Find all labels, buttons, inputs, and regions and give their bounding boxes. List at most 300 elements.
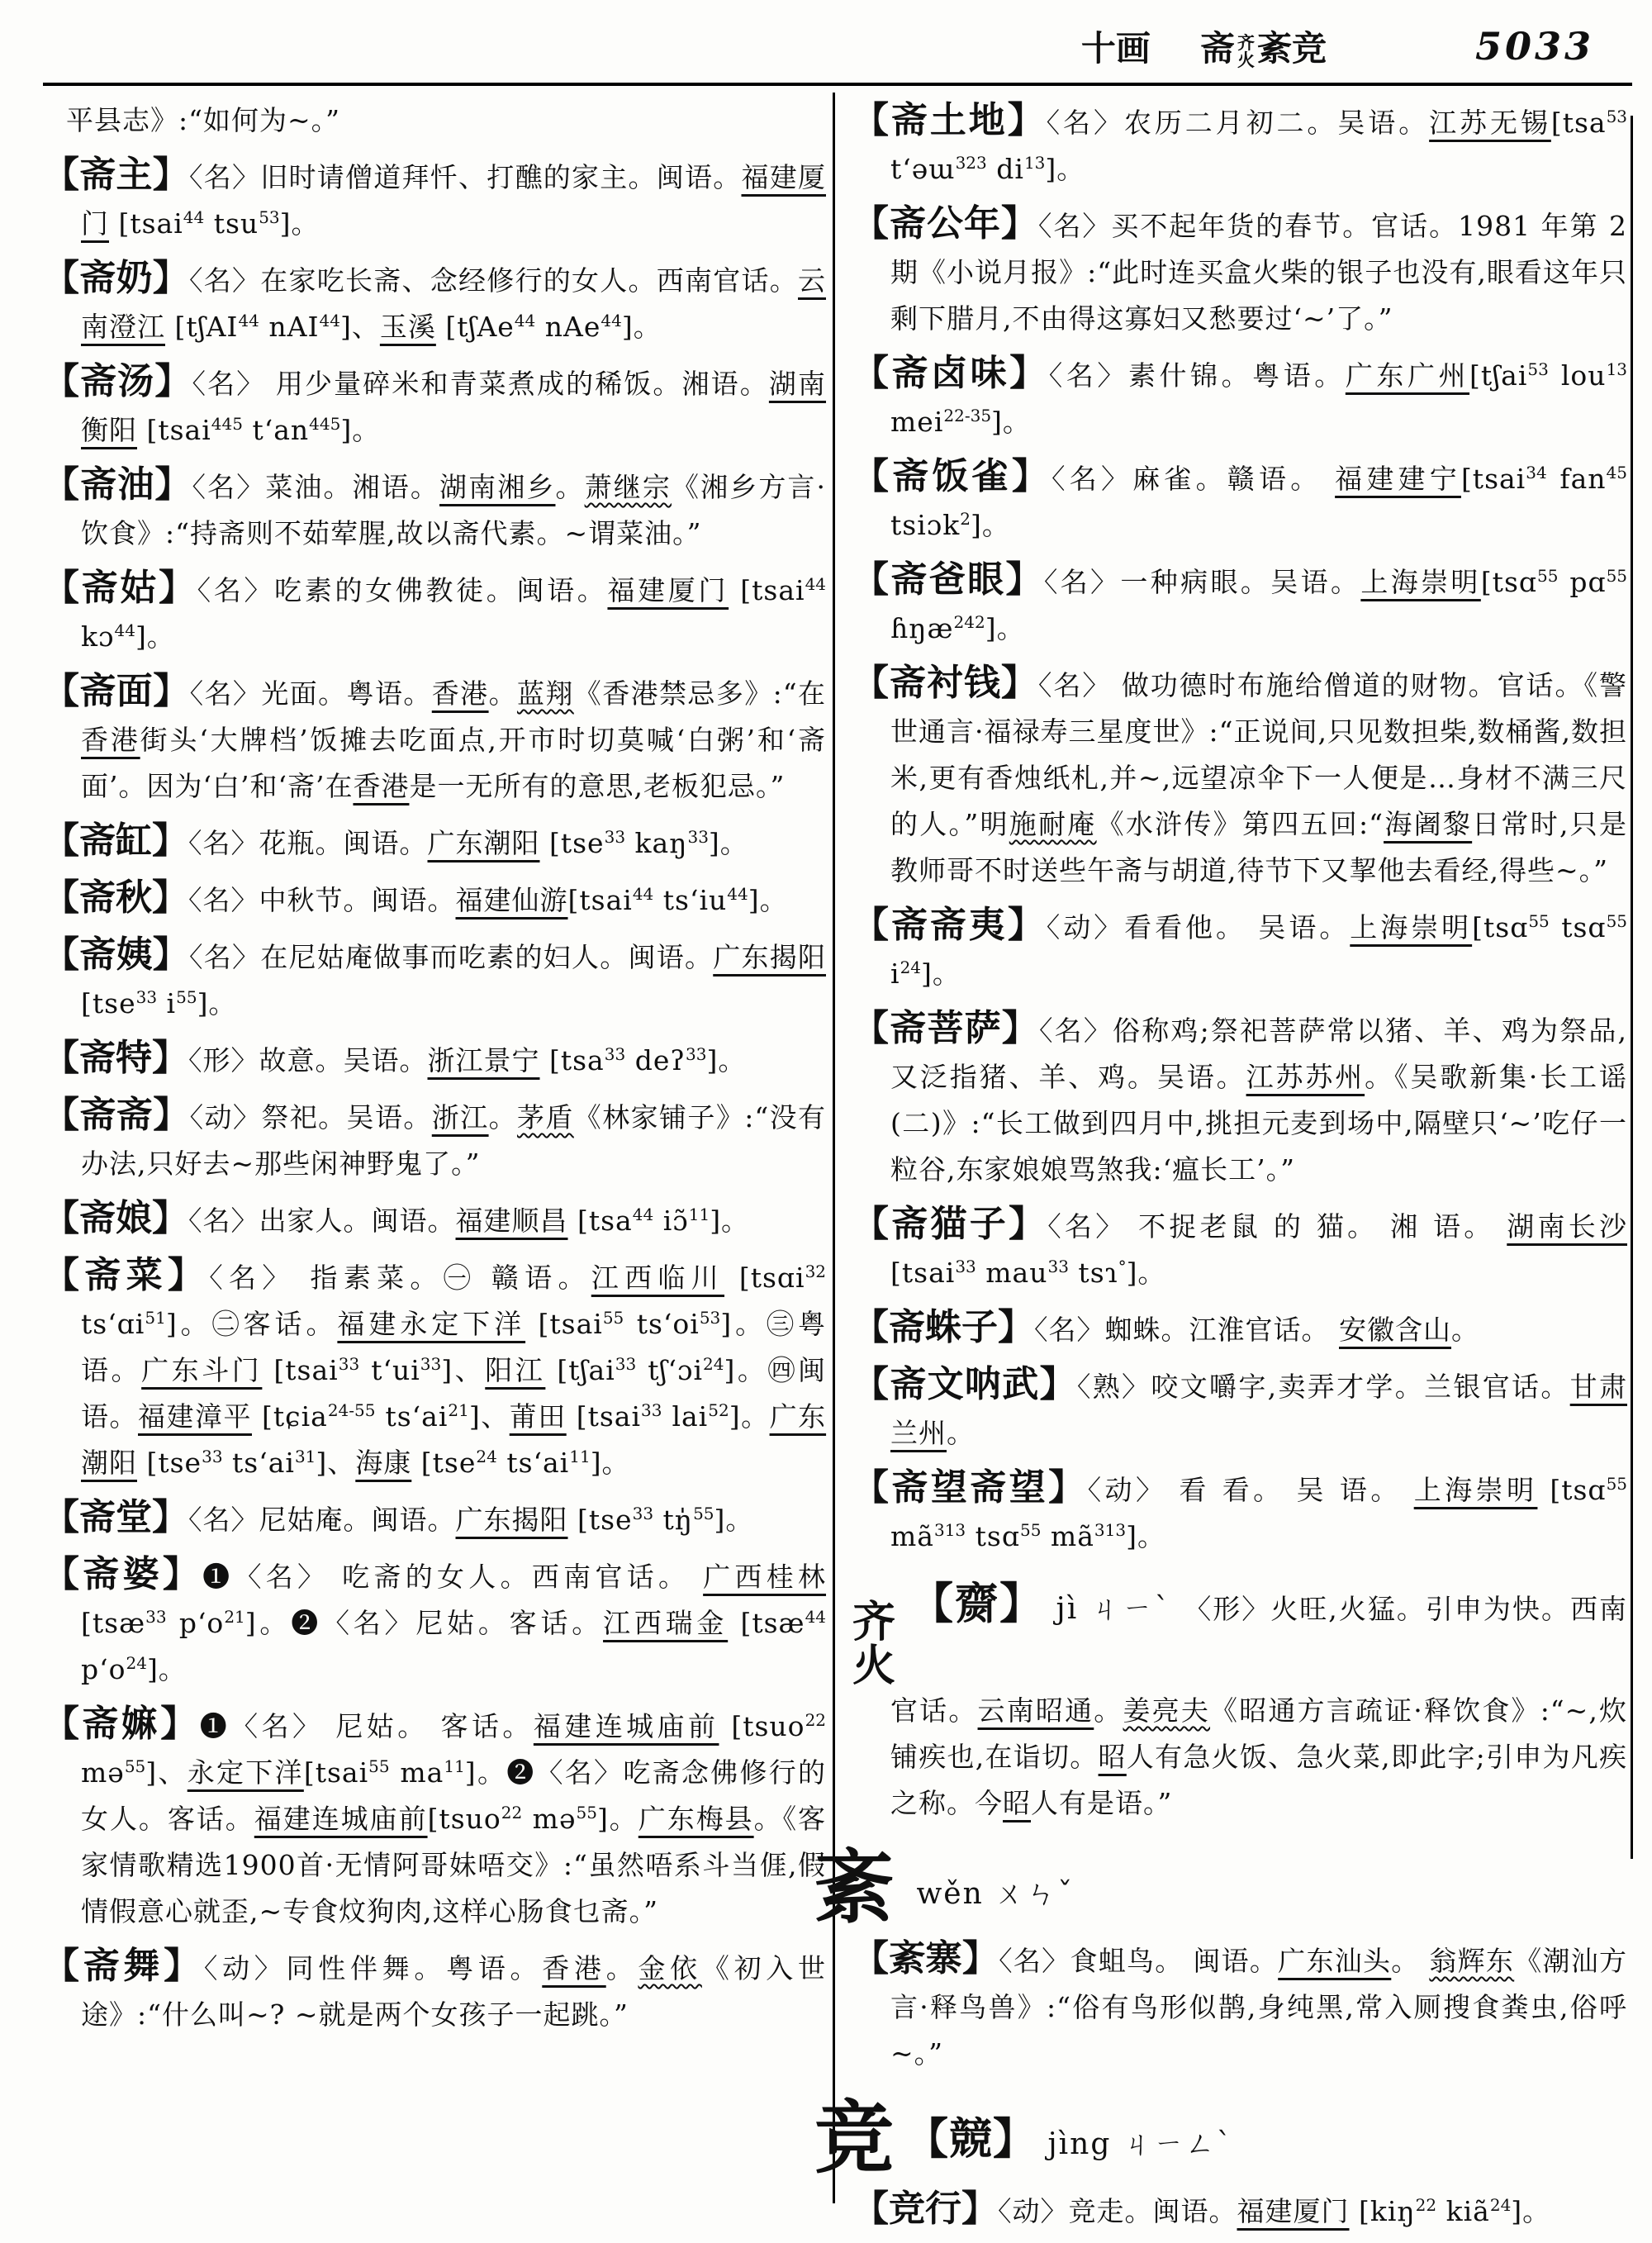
seg-text: ]。 xyxy=(621,311,662,343)
seg-u: 上海崇明 xyxy=(1350,911,1473,943)
stack-component: 火 xyxy=(1237,50,1255,70)
seg-text: ❶〈名〉 尼姑。 客话。 xyxy=(199,1710,534,1742)
dict-entry xyxy=(43,359,826,454)
seg-text: 〈名〉尼姑庵。闽语。 xyxy=(188,1504,456,1536)
seg-sup: 24 xyxy=(703,1354,724,1374)
header-rule xyxy=(43,83,1632,86)
stacked-character xyxy=(852,1597,897,1692)
seg-wu: 姜亮夫 xyxy=(1123,1694,1211,1727)
seg-text: fan xyxy=(1546,463,1607,495)
seg-text: ]。 xyxy=(596,1803,638,1835)
seg-text: [tse xyxy=(81,987,136,1019)
seg-sup: 33 xyxy=(604,1044,626,1064)
seg-text: ]。 xyxy=(1045,153,1085,185)
seg-sup: 445 xyxy=(211,414,243,434)
seg-sup: 24 xyxy=(126,1653,147,1673)
seg-text: 。 xyxy=(605,1952,638,1984)
seg-u: 永定下洋 xyxy=(187,1756,304,1789)
seg-sup: 55 xyxy=(576,1803,597,1822)
seg-u: 海康 xyxy=(355,1447,412,1479)
seg-sup: 55 xyxy=(124,1756,146,1776)
seg-u: 广东揭阳 xyxy=(455,1504,568,1536)
seg-text: ]、 xyxy=(316,1447,356,1479)
seg-text: [tɕia xyxy=(251,1400,328,1433)
seg-u: 上海崇明 xyxy=(1413,1474,1538,1506)
seg-u: 广东广州 xyxy=(1345,359,1470,392)
seg-wu: 金依 xyxy=(638,1952,702,1984)
seg-text: ]、 xyxy=(339,311,380,343)
seg-sup: 44 xyxy=(114,620,135,640)
seg-sup: 22 xyxy=(501,1803,523,1822)
seg-wu: 萧继宗 xyxy=(584,471,672,503)
seg-text: ts‘oi xyxy=(624,1308,700,1340)
seg-u: 广东潮阳 xyxy=(81,1400,827,1479)
dict-entry xyxy=(852,454,1627,549)
seg-sup: 323 xyxy=(955,153,987,173)
seg-hw: 【斋望斋望】 xyxy=(852,1466,1088,1509)
seg-u: 玉溪 xyxy=(379,311,436,343)
seg-text: 街头‘大牌档’饭摊去吃面点,开市时切莫喊‘白粥’和‘斋面’。因为‘白’和‘斋’在 xyxy=(81,724,826,802)
seg-hw: 【斋卤味】 xyxy=(852,352,1049,394)
seg-sup: 33 xyxy=(135,987,158,1007)
stack-component: 齐 xyxy=(1237,32,1255,53)
seg-text: [tsuo xyxy=(719,1710,805,1742)
seg-text: 〈名〉出家人。闽语。 xyxy=(188,1205,456,1237)
seg-text: t‘əɯ xyxy=(890,153,956,185)
seg-hw: 【斋奶】 xyxy=(43,257,189,299)
seg-text: 。 xyxy=(488,677,517,710)
seg-text: lou xyxy=(1548,359,1607,392)
seg-text: 〈名〉麻雀。赣语。 xyxy=(1051,463,1336,495)
running-head xyxy=(0,21,1602,71)
seg-sup: 22-35 xyxy=(943,406,992,425)
seg-u: 福建厦门 xyxy=(81,161,826,240)
seg-hw: 【斋婆】 xyxy=(43,1553,203,1595)
seg-text: ]。㊃闽语。 xyxy=(81,1354,827,1433)
dict-entry xyxy=(43,875,826,924)
seg-u: 安徽含山 xyxy=(1339,1314,1451,1346)
seg-hw: 【斋猫子】 xyxy=(852,1203,1048,1245)
seg-sup: 33 xyxy=(687,827,709,847)
seg-text: 〈动〉 看 看。 吴 语。 xyxy=(1087,1474,1414,1506)
seg-text: ]。 xyxy=(279,207,320,240)
seg-u: 香港 xyxy=(353,770,410,802)
dict-entry xyxy=(852,1936,1627,2077)
seg-u: 云南澄江 xyxy=(81,264,826,343)
seg-text: [tʃAe xyxy=(435,311,515,343)
seg-sup: 55 xyxy=(602,1308,624,1328)
dict-entry xyxy=(43,1701,826,1935)
seg-hw: 【紊寨】 xyxy=(852,1937,999,1980)
seg-text: [tsa xyxy=(567,1205,633,1237)
seg-text: ]。 xyxy=(1511,2195,1551,2228)
seg-text: 〈名〉农历二月初二。吴语。 xyxy=(1046,107,1430,139)
dict-entry xyxy=(43,668,826,810)
head-character-entry xyxy=(814,2091,1627,2185)
seg-text: [tʃai xyxy=(545,1354,615,1386)
seg-text: 人有是语。” xyxy=(1031,1787,1173,1820)
stacked-character xyxy=(1237,34,1255,69)
seg-u: 广东梅县 xyxy=(638,1803,754,1835)
seg-text: ]。 xyxy=(197,987,237,1019)
seg-sup: 22 xyxy=(805,1710,827,1730)
dict-entry xyxy=(43,1252,826,1486)
seg-sup: 33 xyxy=(686,1044,707,1064)
seg-hw: 【斋饭雀】 xyxy=(852,455,1052,497)
seg-text: 〈名〉一种病眼。吴语。 xyxy=(1043,566,1361,598)
seg-text: 。 xyxy=(1094,1694,1123,1727)
seg-hw: 【斋菜】 xyxy=(43,1254,210,1296)
seg-text: 〈名〉吃素的女佛教徒。闽语。 xyxy=(197,574,608,606)
seg-trad: 【競】 xyxy=(905,2114,1037,2165)
seg-sup: 313 xyxy=(1094,1520,1127,1540)
seg-u: 福建仙游 xyxy=(455,884,568,916)
seg-text: [tsɑ xyxy=(1480,566,1538,598)
seg-u: 香港 xyxy=(81,724,140,756)
seg-text: [tsɑ xyxy=(1537,1474,1607,1506)
seg-text: 。 xyxy=(1391,1945,1430,1978)
seg-big: 紊 xyxy=(814,1841,894,1935)
seg-text: [tsa xyxy=(539,1044,605,1076)
seg-sup: 32 xyxy=(805,1262,827,1281)
seg-text: [tsai xyxy=(890,1257,956,1289)
seg-hw: 【斋嫲】 xyxy=(43,1703,200,1745)
seg-u: 广东汕头 xyxy=(1278,1945,1392,1978)
seg-sup: 33 xyxy=(615,1354,637,1374)
seg-text: [tse xyxy=(567,1504,633,1536)
seg-text: 〈形〉火旺,火猛。引申为快。西南官话。 xyxy=(890,1593,1627,1727)
seg-hw: 【斋文呐武】 xyxy=(852,1363,1077,1405)
seg-hw: 【斋蛛子】 xyxy=(852,1306,1034,1348)
dict-entry xyxy=(852,1201,1627,1296)
seg-text: tsɑ xyxy=(966,1520,1020,1552)
stack-component: 齐 xyxy=(852,1597,897,1647)
seg-u: 甘肃兰州 xyxy=(890,1371,1627,1449)
seg-text: ]。 xyxy=(706,1044,747,1076)
seg-u: 昭 xyxy=(1003,1787,1031,1820)
seg-wu: 施耐庵 xyxy=(1009,808,1097,840)
seg-text: kaŋ xyxy=(625,827,688,859)
seg-sup: 31 xyxy=(294,1447,316,1466)
seg-hw: 【斋公年】 xyxy=(852,202,1038,245)
seg-text: ]。 xyxy=(708,827,748,859)
dict-entry xyxy=(43,1195,826,1244)
seg-hw: 【斋缸】 xyxy=(43,820,188,862)
seg-text: 平县志》:“如何为~。” xyxy=(66,104,341,136)
seg-text: 〈形〉故意。吴语。 xyxy=(188,1044,428,1076)
seg-u: 江西临川 xyxy=(591,1262,725,1294)
seg-text: 。 xyxy=(555,471,585,503)
seg-sup: 51 xyxy=(145,1308,166,1328)
seg-sup: 33 xyxy=(955,1257,976,1276)
seg-text: ts‘ai xyxy=(496,1447,570,1479)
seg-text: 〈名〉花瓶。闽语。 xyxy=(188,827,428,859)
seg-text: [tsuo xyxy=(427,1803,501,1835)
seg-text: ]。 xyxy=(921,958,961,990)
dict-entry xyxy=(43,1943,826,2038)
seg-u: 福建漳平 xyxy=(138,1400,252,1433)
seg-text: 〈名〉 指素菜。㊀ 赣语。 xyxy=(209,1262,591,1294)
seg-hw: 【斋堂】 xyxy=(43,1496,188,1538)
seg-text: ]。❷〈名〉吃斋念佛修行的女人。客话。 xyxy=(81,1756,827,1835)
seg-sup: 24-55 xyxy=(327,1400,376,1420)
seg-text: [tʃAI xyxy=(165,311,239,343)
dict-entry xyxy=(852,1465,1627,1560)
dict-entry xyxy=(852,2186,1627,2235)
seg-sup: 55 xyxy=(1606,1474,1628,1494)
seg-text: mə xyxy=(522,1803,577,1835)
seg-text: nAe xyxy=(535,311,601,343)
seg-hw: 【竞行】 xyxy=(852,2188,998,2231)
seg-u: 阳江 xyxy=(485,1354,546,1386)
dict-entry xyxy=(43,462,826,557)
seg-text: 〈名〉在家吃长斋、念经修行的女人。西南官话。 xyxy=(189,264,798,297)
seg-text: ]。 xyxy=(714,1504,754,1536)
seg-text: ]。 xyxy=(748,884,788,916)
seg-sup: 52 xyxy=(708,1400,729,1420)
seg-text: mei xyxy=(890,406,944,438)
seg-text: ]。 xyxy=(985,612,1025,644)
seg-text: i xyxy=(890,958,900,990)
seg-text: 《湘乡方言·饮食》:“持斋则不茹荤腥,故以斋代素。~谓菜油。” xyxy=(81,471,827,549)
seg-wu: 茅盾 xyxy=(516,1101,574,1133)
seg-py: jìng ㄐㄧㄥˋ xyxy=(1037,2127,1233,2162)
seg-sup: 55 xyxy=(368,1756,390,1776)
seg-text: ]。 xyxy=(970,509,1010,541)
seg-text: ]。 xyxy=(1126,1520,1165,1552)
seg-u: 湖南长沙 xyxy=(1507,1210,1627,1243)
seg-hw: 【斋特】 xyxy=(43,1037,188,1079)
seg-text: 《香港禁忌多》:“在 xyxy=(573,677,827,710)
seg-u: 云南昭通 xyxy=(977,1694,1094,1727)
seg-sup: 45 xyxy=(1606,463,1627,482)
seg-text: [tsai xyxy=(1460,463,1526,495)
seg-wu: 翁辉东 xyxy=(1429,1945,1515,1978)
seg-hw: 【斋面】 xyxy=(43,670,190,712)
seg-text: 。《吴歌新集·长工谣(二)》:“长工做到四月中,挑担元麦到场中,隔壁只‘~’吃仔一粒谷,东家娘娘骂煞我:‘瘟长工’。” xyxy=(890,1061,1628,1186)
seg-text: ]、 xyxy=(441,1354,486,1386)
dict-entry xyxy=(43,565,826,660)
seg-hw: 【斋爸眼】 xyxy=(852,558,1044,601)
dict-entry xyxy=(852,1005,1627,1193)
seg-hw: 【斋姨】 xyxy=(43,934,189,976)
dict-entry xyxy=(43,255,826,350)
seg-text: ]。㊂粤语。 xyxy=(81,1308,826,1386)
seg-py: wěn ㄨㄣˇ xyxy=(905,1877,1075,1912)
seg-text: 《昭通方言疏证·释饮食》:“~,炊铺疾也,在诣切。 xyxy=(890,1694,1628,1774)
seg-text: 〈名〉买不起年货的春节。官话。1981 年第 2 期《小说月报》:“此时连买盒火柴的银子也没有,眼看这年只剩下腊月,不由得这寡妇又愁要过‘~’了。” xyxy=(890,210,1627,335)
seg-sup: 21 xyxy=(448,1400,469,1420)
seg-text: [kiŋ xyxy=(1349,2195,1416,2228)
seg-text: mã xyxy=(1041,1520,1094,1552)
seg-text: ]。 xyxy=(729,1400,770,1433)
seg-text: 《潮汕方言·释鸟兽》:“俗有鸟形似鹊,身纯黑,常入厕搜食粪虫,俗呼~。” xyxy=(890,1945,1628,2070)
head-character-entry xyxy=(814,1841,1627,1935)
seg-text: tsɿ xyxy=(1068,1257,1118,1289)
seg-sup: 24 xyxy=(1489,2195,1512,2216)
seg-trad: 【齌】 xyxy=(909,1579,1045,1629)
seg-sup: 55 xyxy=(1606,911,1628,931)
seg-big: 竞 xyxy=(814,2091,894,2185)
seg-text: mə xyxy=(81,1756,125,1789)
seg-text: [tse xyxy=(411,1447,477,1479)
seg-u: 江苏无锡 xyxy=(1429,107,1551,139)
seg-u: 香港 xyxy=(431,677,489,710)
seg-text: 〈名〉 做功德时布施给僧道的财物。官话。《警世通言·福禄寿三星度世》:“正说间,只见数担柴,数桶酱,数担米,更有香烛纸札,并~,远望凉伞下一人便是…身材不满三尺的人。”明 xyxy=(890,669,1627,840)
seg-sup: 44 xyxy=(805,1607,827,1627)
seg-hw: 【斋土地】 xyxy=(852,99,1047,141)
seg-text: 《水浒传》第四五回:“ xyxy=(1096,808,1384,840)
dict-entry xyxy=(43,152,826,247)
seg-text: ]。 xyxy=(710,1205,750,1237)
seg-text: 〈动〉看看他。 吴语。 xyxy=(1046,911,1351,943)
seg-text: 〈动〉祭祀。吴语。 xyxy=(189,1101,432,1133)
dict-entry xyxy=(852,97,1627,192)
dict-entry xyxy=(852,1304,1627,1353)
seg-text: t‘ui xyxy=(359,1354,420,1386)
seg-text: [tsai xyxy=(262,1354,339,1386)
seg-sup: 2 xyxy=(960,509,971,529)
seg-text: tŋ̍ xyxy=(653,1504,694,1536)
seg-text: kiã xyxy=(1436,2195,1490,2228)
seg-u: 香港 xyxy=(542,1952,606,1984)
seg-text: ]、 xyxy=(468,1400,510,1433)
seg-sup: 55 xyxy=(1528,911,1550,931)
seg-u: 上海崇明 xyxy=(1360,566,1481,598)
seg-text: nAI xyxy=(259,311,320,343)
seg-text: [tsɑi xyxy=(724,1262,805,1294)
seg-text: 〈名〉素什锦。粤语。 xyxy=(1048,359,1346,392)
seg-u: 昭 xyxy=(1098,1741,1127,1774)
seg-text: tʃ‘ɔi xyxy=(636,1354,703,1386)
seg-hw: 【斋斋】 xyxy=(43,1094,190,1136)
seg-text: [tse xyxy=(137,1447,202,1479)
dict-entry xyxy=(852,660,1627,894)
seg-sup: 22 xyxy=(1415,2195,1437,2216)
seg-u: 广东揭阳 xyxy=(713,941,826,973)
seg-hw: 【斋秋】 xyxy=(43,877,188,919)
seg-text: mã xyxy=(890,1520,934,1552)
seg-sup: 53 xyxy=(1606,107,1628,126)
dict-entry xyxy=(43,97,826,144)
seg-sup: 11 xyxy=(688,1205,710,1224)
seg-text: 。 xyxy=(947,1417,975,1449)
seg-sup: 33 xyxy=(641,1400,662,1420)
seg-text: 。 xyxy=(488,1101,517,1133)
seg-sup: 44 xyxy=(514,311,536,330)
seg-u: 福建建宁 xyxy=(1335,463,1461,495)
seg-u: 广东潮阳 xyxy=(427,827,540,859)
seg-text: ]。❷〈名〉尼姑。客话。 xyxy=(244,1607,604,1639)
seg-text: ]、 xyxy=(145,1756,188,1789)
seg-u: 福建厦门 xyxy=(1237,2195,1350,2228)
seg-text: tsɑ xyxy=(1549,911,1607,943)
seg-text: kɔ xyxy=(81,620,115,653)
seg-text: 〈动〉竞走。闽语。 xyxy=(998,2195,1237,2228)
seg-text: [tsæ xyxy=(728,1607,805,1639)
dict-entry xyxy=(43,1092,826,1187)
seg-u: 湖南衡阳 xyxy=(81,368,827,446)
seg-text: 。《客家情歌精选1900首·无情阿哥妹唔交》:“虽然唔系斗当𠊎,假情假意心就歪,~专食炆狗肉,这样心肠食乜斋。” xyxy=(81,1803,827,1927)
seg-text: 〈动〉同性伴舞。粤语。 xyxy=(203,1952,543,1984)
seg-sup: 313 xyxy=(933,1520,966,1540)
seg-sup: 44 xyxy=(805,574,827,594)
seg-sup: 33 xyxy=(202,1447,223,1466)
seg-text: i xyxy=(157,987,177,1019)
seg-sup: 33 xyxy=(632,1504,654,1523)
seg-text: 日常时,只是教师哥不时送些午斋与胡道,待节下又挈他去看经,得些~。” xyxy=(890,808,1628,886)
seg-sup: 445 xyxy=(309,414,341,434)
seg-u: 浙江 xyxy=(431,1101,489,1133)
seg-text: tsu xyxy=(204,207,259,240)
seg-sup: 44 xyxy=(238,311,259,330)
seg-sup: 33 xyxy=(338,1354,360,1374)
seg-sup: 34 xyxy=(1526,463,1547,482)
seg-text: 紊竞 xyxy=(1256,28,1327,69)
seg-sup: 33 xyxy=(604,827,626,847)
seg-text: ]。 xyxy=(135,620,175,653)
seg-u: 福建顺昌 xyxy=(455,1205,568,1237)
seg-sup: 44 xyxy=(319,311,340,330)
seg-sup: 11 xyxy=(569,1447,591,1466)
seg-text: 是一无所有的意思,老板犯忌。” xyxy=(409,770,786,802)
seg-hw: 【斋舞】 xyxy=(43,1945,204,1987)
dict-entry xyxy=(43,932,826,1027)
running-head-chars xyxy=(1200,21,1327,71)
seg-text: ]。㊁客话。 xyxy=(165,1308,338,1340)
dict-entry xyxy=(852,557,1627,652)
seg-sup: 44 xyxy=(632,884,654,904)
seg-text: [tsɑ xyxy=(1472,911,1529,943)
seg-sup: 44 xyxy=(183,207,205,227)
seg-sup: ° xyxy=(1118,1257,1127,1276)
seg-u: 福建连城庙前 xyxy=(533,1710,719,1742)
seg-text: ts‘ai xyxy=(222,1447,295,1479)
seg-hw: 【斋主】 xyxy=(43,154,189,196)
seg-text: 〈熟〉咬文嚼字,卖弄才学。兰银官话。 xyxy=(1076,1371,1570,1403)
seg-text: [tsai xyxy=(109,207,183,240)
seg-text: pɑ xyxy=(1558,566,1607,598)
dict-entry xyxy=(852,201,1627,342)
seg-sup: 24 xyxy=(900,958,922,977)
seg-sup: 13 xyxy=(1606,359,1628,379)
seg-sup: 33 xyxy=(1047,1257,1069,1276)
seg-sup: 13 xyxy=(1023,153,1046,173)
seg-text: 斋 xyxy=(1199,28,1235,69)
seg-text: di xyxy=(986,153,1024,185)
seg-sup: 55 xyxy=(1606,566,1628,586)
seg-text: 〈名〉蜘蛛。江淮官话。 xyxy=(1034,1314,1339,1346)
seg-u: 福建厦门 xyxy=(607,574,729,606)
seg-u: 广西桂林 xyxy=(703,1561,827,1593)
seg-text: ɦŋæ xyxy=(890,612,954,644)
seg-text: [tsai xyxy=(729,574,805,606)
seg-text: ts‘iu xyxy=(653,884,728,916)
seg-hw: 【斋衬钱】 xyxy=(852,662,1038,704)
seg-u: 福建连城庙前 xyxy=(254,1803,428,1835)
seg-sup: 55 xyxy=(1019,1520,1042,1540)
seg-text: 〈名〉食蛆鸟。 闽语。 xyxy=(999,1945,1279,1978)
seg-sup: 44 xyxy=(632,1205,654,1224)
seg-text: ]。 xyxy=(991,406,1031,438)
seg-text: 人有急火饭、急火菜,即此字;引申为凡疾之称。今 xyxy=(890,1741,1628,1820)
page-right-border xyxy=(1631,116,1633,1859)
column-left xyxy=(43,97,826,2046)
seg-hw: 【斋菩萨】 xyxy=(852,1007,1039,1049)
seg-text: [tsai xyxy=(566,1400,642,1433)
dict-entry xyxy=(43,1552,826,1693)
seg-text: [tsai xyxy=(303,1756,369,1789)
